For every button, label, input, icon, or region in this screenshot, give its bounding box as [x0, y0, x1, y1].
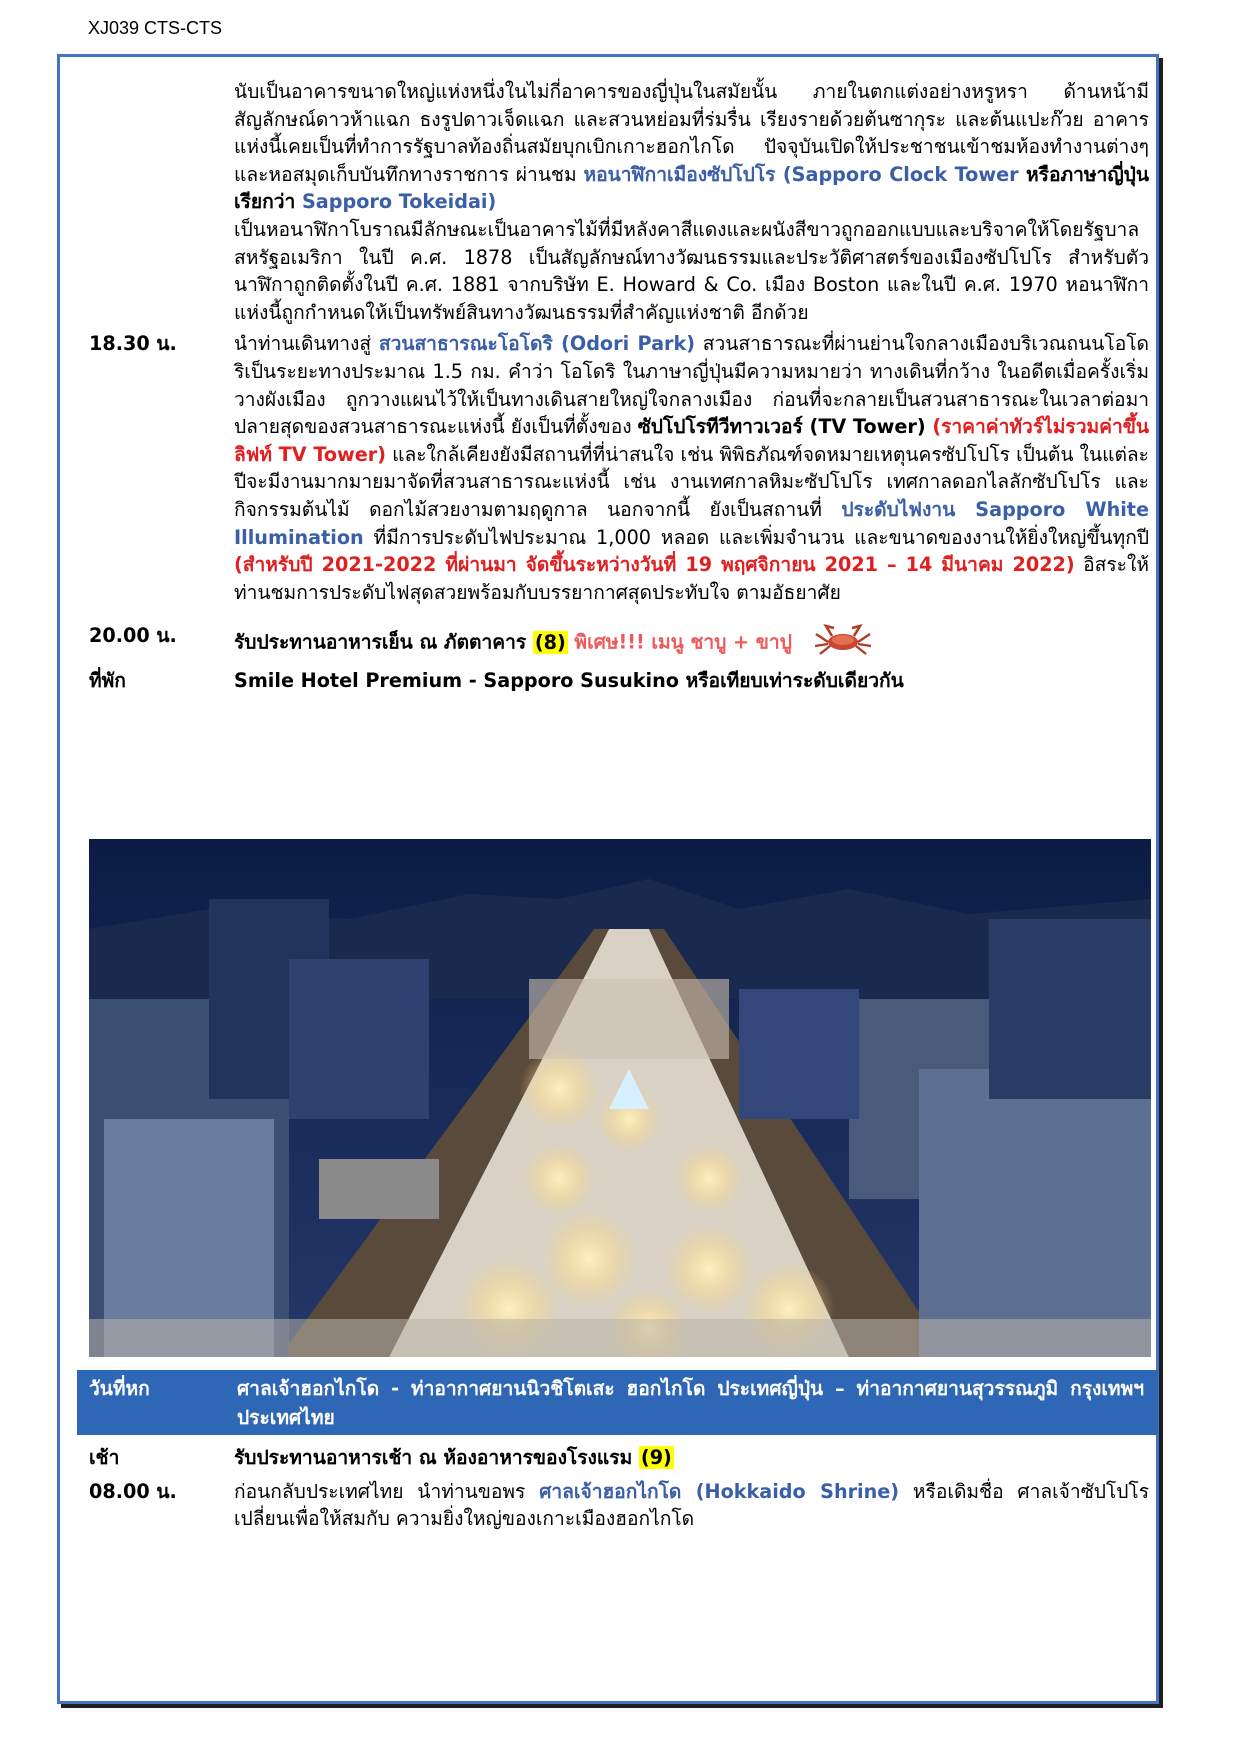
- white-illumination-name: ประดับไฟงาน Sapporo White Illumination: [234, 497, 1149, 549]
- day-six-label: วันที่หก: [89, 1377, 150, 1400]
- shrine-text: หรือเดิมชื่อ ศาลเจ้าซัปโปโร เปลี่ยนเพื่อให้สมกับ ความยิ่งใหญ่ของเกาะเมืองฮอกไกโด: [234, 1479, 1149, 1531]
- day-six-header: [77, 1370, 1158, 1435]
- day-six-title: ศาลเจ้าฮอกไกโด - ท่าอากาศยานนิวชิโตเสะ ฮอกไกโด ประเทศญี่ปุ่น – ท่าอากาศยานสุวรรณภูมิ กรุงเทพฯ ประเทศไทย: [237, 1377, 1144, 1429]
- crab-icon: [812, 622, 874, 664]
- main-content: [89, 78, 1149, 694]
- breakfast-meal-number: (9): [640, 1446, 672, 1469]
- intro-text: นับเป็นอาคารขนาดใหญ่แห่งหนึ่งในไม่กี่อาคารของญี่ปุ่นในสมัยนั้น ภายในตกแต่งอย่างหรูหรา ด้านหน้ามีสัญลักษณ์ดาวห้าแฉก ธงรูปดาวเจ็ดแฉก และสวนหย่อมที่ร่มรื่น เรียงรายด้วยต้นซากุระ และต้นแปะก๊วย อาคารแห่งนี้เคยเป็นที่ทำการรัฐบาลท้องถิ่นสมัยบุกเบิกเกาะฮอกไกโด ปัจจุบันเปิดให้ประชาชนเข้าชมห้องทำงานต่างๆ และหอสมุดเก็บบันทึกทางราชการ ผ่านชม: [234, 80, 1149, 186]
- clock-tower-intro: [234, 78, 1149, 216]
- shrine-row: [89, 1478, 1149, 1533]
- dinner-special-menu: พิเศษ!!! เมนู ชาบู + ขาปู: [567, 630, 792, 654]
- clock-tower-jp-lead: หรือภาษาญี่ปุ่นเรียกว่า: [234, 162, 1149, 214]
- hotel-row: [89, 667, 1149, 695]
- clock-tower-jp-name: Sapporo Tokeidai): [301, 190, 497, 214]
- odori-text-2: และใกล้เคียงยังมีสถานที่ที่น่าสนใจ เช่น พิพิธภัณฑ์จดหมายเหตุนครซัปโปโร เป็นต้น ในแต่ละปีจะมีงานมากมายมาจัดที่สวนสาธารณะแห่งนี้ เช่น งานเทศกาลหิมะซัปโปโร เทศกาลดอกไลลักซัปโปโร และกิจกรรมต้นไม้ ดอกไม้สวยงามตามฤดูกาล นอกจากนี้ ยังเป็นสถานที่: [234, 442, 1149, 521]
- dinner-description: [234, 622, 1149, 664]
- odori-time: 18.30 น.: [89, 332, 177, 356]
- hotel-label: ที่พัก: [89, 668, 126, 692]
- odori-park-name: สวนสาธารณะโอโดริ (Odori Park): [378, 332, 696, 356]
- clock-tower-description: เป็นหอนาฬิกาโบราณมีลักษณะเป็นอาคารไม้ที่มีหลังคาสีแดงและผนังสีขาวถูกออกแบบและบริจาคให้โดยรัฐบาลสหรัฐอเมริกา ในปี ค.ศ. 1878 เป็นสัญลักษณ์ทางวัฒนธรรมและประวัติศาสตร์ของเมืองซัปโปโร สำหรับตัวนาฬิกาถูกติดตั้งในปี ค.ศ. 1881 จากบริษัท E. Howard & Co. เมือง Boston และในปี ค.ศ. 1970 หอนาฬิกาแห่งนี้ถูกกำหนดให้เป็นทรัพย์สินทางวัฒนธรรมที่สำคัญแห่งชาติ อีกด้วย: [234, 217, 1149, 324]
- odori-description: [234, 330, 1149, 606]
- dinner-meal-number: (8): [534, 630, 566, 654]
- dinner-time: 20.00 น.: [89, 624, 177, 648]
- breakfast-row: [89, 1444, 1149, 1472]
- shrine-time: 08.00 น.: [89, 1479, 177, 1503]
- odori-lead: นำท่านเดินทางสู่: [234, 332, 379, 356]
- dinner-text: รับประทานอาหารเย็น ณ ภัตตาคาร: [234, 630, 533, 654]
- odori-park-row: [89, 330, 1149, 606]
- shrine-lead: ก่อนกลับประเทศไทย นำท่านขอพร: [234, 1479, 540, 1503]
- document-code: XJ039 CTS-CTS: [88, 18, 223, 38]
- odori-text-1: สวนสาธารณะที่ผ่านย่านใจกลางเมืองบริเวณถนนโอโดริเป็นระยะทางประมาณ 1.5 กม. คำว่า โอโดริ ในภาษาญี่ปุ่นมีความหมายว่า ทางเดินที่กว้าง ในอดีตเมื่อครั้งเริ่มวางผังเมือง ถูกวางแผนไว้ให้เป็นทางเดินสายใหญ่ใจกลางเมือง ก่อนที่จะกลายเป็นสวนสาธารณะในเวลาต่อมา ปลายสุดของสวนสาธารณะแห่งนี้ ยังเป็นที่ตั้งของ: [234, 332, 1149, 439]
- hotel-name: Smile Hotel Premium - Sapporo Susukino หรือเทียบเท่าระดับเดียวกัน: [234, 668, 904, 692]
- day-six-content: [89, 1444, 1149, 1533]
- tv-tower-name: ซัปโปโรทีวีทาวเวอร์ (TV Tower): [637, 415, 926, 439]
- dinner-row: [89, 622, 1149, 664]
- tv-tower-price-note: (ราคาค่าทัวร์ไม่รวมค่าขึ้นลิฟท์ TV Tower): [234, 415, 1149, 466]
- illumination-dates-note: (สำหรับปี 2021-2022 ที่ผ่านมา จัดขึ้นระหว่างวันที่ 19 พฤศจิกายน 2021 – 14 มีนาคม 2022): [234, 553, 1075, 577]
- breakfast-description: [234, 1444, 1149, 1472]
- odori-text-3: ที่มีการประดับไฟประมาณ 1,000 หลอด และเพิ่มจำนวน และขนาดของงานให้ยิ่งใหญ่ขึ้นทุกปี: [363, 525, 1149, 549]
- shrine-description: [234, 1478, 1149, 1533]
- clock-tower-name: หอนาฬิกาเมืองซัปโปโร (Sapporo Clock Tower: [583, 162, 1019, 186]
- hokkaido-shrine-name: ศาลเจ้าฮอกไกโด (Hokkaido Shrine): [539, 1479, 900, 1503]
- breakfast-label: เช้า: [89, 1446, 120, 1469]
- odori-park-illumination-photo: [89, 839, 1151, 1357]
- odori-text-4: อิสระให้ท่านชมการประดับไฟสุดสวยพร้อมกับบรรยากาศสุดประทับใจ ตามอัธยาศัย: [234, 553, 1149, 604]
- breakfast-text: รับประทานอาหารเช้า ณ ห้องอาหารของโรงแรม: [234, 1446, 639, 1469]
